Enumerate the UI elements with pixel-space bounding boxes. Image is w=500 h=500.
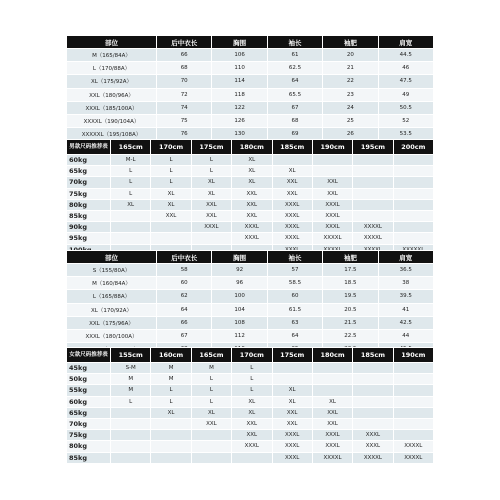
men-size-row-label: 85kg <box>67 210 111 221</box>
women-size-cell <box>272 363 312 374</box>
men-spec-header: 部位 <box>67 36 157 49</box>
men-size-cell <box>151 222 191 233</box>
men-size-cell: XXL <box>232 199 272 210</box>
women-spec-row <box>67 316 434 329</box>
women-size-cell: S-M <box>111 363 151 374</box>
women-size-cell: L <box>191 396 231 407</box>
women-size-cell <box>151 418 191 429</box>
men-size-row <box>67 222 434 233</box>
men-size-cell: XXXL <box>312 199 352 210</box>
women-size-height: 185cm <box>353 348 393 363</box>
men-size-row <box>67 166 434 177</box>
women-size-cell <box>191 430 231 441</box>
men-size-cell: XXL <box>191 199 231 210</box>
women-size-cell: XL <box>232 396 272 407</box>
women-size-cell: L <box>191 374 231 385</box>
men-size-cell <box>353 199 393 210</box>
men-size-cell: XL <box>151 188 191 199</box>
women-spec-header-row <box>67 251 434 264</box>
women-size-cell <box>393 418 433 429</box>
women-size-row-label: 85kg <box>67 452 111 463</box>
men-size-cell <box>312 155 352 166</box>
women-spec-row <box>67 290 434 303</box>
women-size-cell <box>111 452 151 463</box>
men-spec-cell: 74 <box>157 101 212 114</box>
women-spec-row <box>67 329 434 342</box>
men-spec-row <box>67 88 434 101</box>
women-size-height: 155cm <box>111 348 151 363</box>
women-size-row-label: 70kg <box>67 418 111 429</box>
women-spec-row-label: XL（170/92A） <box>67 303 157 316</box>
women-size-cell <box>393 407 433 418</box>
men-spec-cell: 49 <box>378 88 433 101</box>
men-size-row <box>67 188 434 199</box>
men-spec-cell: 76 <box>157 128 212 141</box>
women-size-row <box>67 385 434 396</box>
women-spec-cell: 19.5 <box>323 290 378 303</box>
women-spec-cell: 62 <box>157 290 212 303</box>
women-spec-cell: 64 <box>267 329 322 342</box>
men-size-cell: XXL <box>312 188 352 199</box>
women-size-cell <box>191 441 231 452</box>
men-spec-row <box>67 62 434 75</box>
women-size-cell: XXL <box>272 407 312 418</box>
women-size-cell: XXXL <box>312 441 352 452</box>
women-spec-header: 肩宽 <box>378 251 433 264</box>
men-size-row <box>67 199 434 210</box>
men-size-row-label: 90kg <box>67 222 111 233</box>
women-spec-row-label: S（155/80A） <box>67 264 157 277</box>
men-size-cell <box>353 155 393 166</box>
men-spec-cell: 62.5 <box>267 62 322 75</box>
women-size-height: 190cm <box>393 348 433 363</box>
women-size-cell: XL <box>232 407 272 418</box>
women-spec-cell: 39.5 <box>378 290 433 303</box>
men-spec-cell: 114 <box>212 75 267 88</box>
men-spec-cell: 130 <box>212 128 267 141</box>
women-spec-cell: 58.5 <box>267 277 322 290</box>
women-size-cell <box>393 385 433 396</box>
women-size-cell <box>393 363 433 374</box>
women-spec-cell: 60 <box>157 277 212 290</box>
men-size-row-label: 80kg <box>67 199 111 210</box>
women-size-row-label: 80kg <box>67 441 111 452</box>
men-spec-cell: 50.5 <box>378 101 433 114</box>
men-spec-row <box>67 49 434 62</box>
men-spec-cell: 67 <box>267 101 322 114</box>
women-size-height: 165cm <box>191 348 231 363</box>
men-spec-row-label: M（165/84A） <box>67 49 157 62</box>
women-spec-cell: 38 <box>378 277 433 290</box>
men-spec-row-label: XXXXL（190/104A） <box>67 114 157 127</box>
women-spec-cell: 36.5 <box>378 264 433 277</box>
men-spec-row-label: XXXL（185/100A） <box>67 101 157 114</box>
women-spec-row-label: M（160/84A） <box>67 277 157 290</box>
men-size-cell <box>272 155 312 166</box>
women-size-title: 女款尺码推荐表 <box>67 348 111 363</box>
men-size-cell: M-L <box>111 155 151 166</box>
women-spec-cell: 60 <box>267 290 322 303</box>
men-size-cell: XXL <box>232 210 272 221</box>
women-size-height: 175cm <box>272 348 312 363</box>
women-size-cell: L <box>191 385 231 396</box>
women-size-row-label: 45kg <box>67 363 111 374</box>
women-size-cell: XXXXL <box>353 452 393 463</box>
men-size-cell: XXXL <box>272 233 312 244</box>
women-size-height: 170cm <box>232 348 272 363</box>
men-spec-table <box>66 35 434 141</box>
women-size-cell <box>312 363 352 374</box>
women-size-cell: XXL <box>232 418 272 429</box>
women-size-height: 180cm <box>312 348 352 363</box>
women-spec-header: 袖长 <box>267 251 322 264</box>
women-size-cell <box>111 430 151 441</box>
women-size-cell: XL <box>272 396 312 407</box>
men-size-cell <box>393 177 433 188</box>
men-size-cell <box>393 188 433 199</box>
men-size-cell <box>393 210 433 221</box>
women-size-cell: L <box>232 363 272 374</box>
women-size-row-label: 50kg <box>67 374 111 385</box>
men-spec-row <box>67 75 434 88</box>
women-spec-cell: 96 <box>212 277 267 290</box>
men-size-cell: XXL <box>272 188 312 199</box>
men-size-cell: XXL <box>272 177 312 188</box>
men-size-cell: XXL <box>232 188 272 199</box>
women-size-cell <box>151 441 191 452</box>
women-spec-row-label: XXL（175/96A） <box>67 316 157 329</box>
men-size-row-label: 75kg <box>67 188 111 199</box>
men-spec-cell: 66 <box>157 49 212 62</box>
women-size-row-label: 60kg <box>67 396 111 407</box>
women-size-cell: L <box>232 374 272 385</box>
women-size-row <box>67 363 434 374</box>
men-spec-cell: 110 <box>212 62 267 75</box>
women-size-cell: M <box>151 363 191 374</box>
women-size-cell <box>353 363 393 374</box>
women-size-row <box>67 418 434 429</box>
women-spec-row-label: XXXL（180/100A） <box>67 329 157 342</box>
women-size-cell: XXXXL <box>393 452 433 463</box>
men-size-cell: XXXL <box>272 210 312 221</box>
men-size-cell <box>353 188 393 199</box>
men-spec-cell: 47.5 <box>378 75 433 88</box>
men-spec-cell: 52 <box>378 114 433 127</box>
women-spec-cell: 44 <box>378 329 433 342</box>
women-size-cell: XXXL <box>232 441 272 452</box>
men-size-cell: L <box>151 166 191 177</box>
men-size-cell: XXL <box>151 210 191 221</box>
men-size-cell: XXXL <box>191 222 231 233</box>
women-spec-row-label: L（165/88A） <box>67 290 157 303</box>
men-size-cell: XXL <box>191 210 231 221</box>
women-size-row <box>67 374 434 385</box>
men-spec-cell: 118 <box>212 88 267 101</box>
women-size-cell: XL <box>272 385 312 396</box>
men-spec-cell: 126 <box>212 114 267 127</box>
women-spec-cell: 22.5 <box>323 329 378 342</box>
men-size-cell: XXXL <box>312 222 352 233</box>
men-spec-cell: 22 <box>323 75 378 88</box>
men-size-cell: L <box>151 155 191 166</box>
men-spec-cell: 68 <box>157 62 212 75</box>
men-size-height: 200cm <box>393 140 433 155</box>
women-spec-cell: 61.5 <box>267 303 322 316</box>
women-spec-cell: 57 <box>267 264 322 277</box>
women-spec-cell: 66 <box>157 316 212 329</box>
men-size-cell <box>393 222 433 233</box>
men-size-cell: XXXXL <box>312 233 352 244</box>
men-spec-cell: 26 <box>323 128 378 141</box>
women-size-cell: XXL <box>232 430 272 441</box>
men-size-row-label: 70kg <box>67 177 111 188</box>
men-size-cell <box>111 233 151 244</box>
women-size-row <box>67 407 434 418</box>
men-size-height: 180cm <box>232 140 272 155</box>
women-size-cell: L <box>151 396 191 407</box>
men-spec-cell: 24 <box>323 101 378 114</box>
men-size-row-label: 95kg <box>67 233 111 244</box>
women-size-row <box>67 430 434 441</box>
women-spec-cell: 18.5 <box>323 277 378 290</box>
women-size-cell: M <box>111 374 151 385</box>
women-size-cell: M <box>111 385 151 396</box>
men-spec-cell: 53.5 <box>378 128 433 141</box>
men-spec-cell: 65.5 <box>267 88 322 101</box>
men-size-cell <box>393 166 433 177</box>
women-size-cell <box>111 441 151 452</box>
men-size-cell: XXXL <box>272 199 312 210</box>
women-size-cell <box>353 396 393 407</box>
women-spec-cell: 108 <box>212 316 267 329</box>
women-size-cell <box>232 452 272 463</box>
men-size-row <box>67 210 434 221</box>
men-size-cell: XXXL <box>312 210 352 221</box>
men-size-cell: XXXL <box>232 222 272 233</box>
women-spec-cell: 20.5 <box>323 303 378 316</box>
men-spec-row-label: XXXXXL（195/108A） <box>67 128 157 141</box>
men-spec-row <box>67 114 434 127</box>
men-size-cell: L <box>151 177 191 188</box>
women-size-cell: XXXL <box>272 430 312 441</box>
women-size-cell: L <box>232 385 272 396</box>
women-spec-row <box>67 277 434 290</box>
men-spec-cell: 69 <box>267 128 322 141</box>
women-size-header-row <box>67 348 434 363</box>
women-size-cell <box>191 452 231 463</box>
men-spec-row <box>67 101 434 114</box>
men-size-height: 170cm <box>151 140 191 155</box>
women-size-cell: XL <box>191 407 231 418</box>
men-size-title: 男款尺码推荐表 <box>67 140 111 155</box>
women-spec-cell: 67 <box>157 329 212 342</box>
men-size-height: 175cm <box>191 140 231 155</box>
women-spec-row <box>67 264 434 277</box>
men-size-cell <box>151 233 191 244</box>
men-size-cell: XXXL <box>232 233 272 244</box>
women-size-cell: XXL <box>312 407 352 418</box>
men-size-height: 190cm <box>312 140 352 155</box>
men-spec-cell: 44.5 <box>378 49 433 62</box>
men-spec-cell: 25 <box>323 114 378 127</box>
women-size-cell: XXXXL <box>312 452 352 463</box>
women-size-cell: M <box>151 374 191 385</box>
women-size-cell <box>353 407 393 418</box>
men-size-cell <box>111 222 151 233</box>
women-size-cell <box>151 452 191 463</box>
women-size-cell <box>393 430 433 441</box>
men-spec-header: 后中衣长 <box>157 36 212 49</box>
women-size-row <box>67 441 434 452</box>
women-size-cell: XXXL <box>272 452 312 463</box>
men-size-cell <box>393 199 433 210</box>
men-spec-row-label: XL（175/92A） <box>67 75 157 88</box>
women-spec-cell: 41 <box>378 303 433 316</box>
men-size-cell <box>312 166 352 177</box>
women-size-cell <box>393 396 433 407</box>
women-spec-table <box>66 250 434 356</box>
women-spec-cell: 104 <box>212 303 267 316</box>
women-size-cell <box>111 418 151 429</box>
men-size-height: 195cm <box>353 140 393 155</box>
women-size-cell: XXXL <box>353 430 393 441</box>
women-size-cell <box>151 430 191 441</box>
men-size-cell: L <box>111 188 151 199</box>
women-size-height: 160cm <box>151 348 191 363</box>
men-size-cell: XL <box>191 177 231 188</box>
men-spec-cell: 106 <box>212 49 267 62</box>
men-size-cell: XL <box>232 177 272 188</box>
men-size-cell: XL <box>111 199 151 210</box>
women-size-cell: XXXL <box>272 441 312 452</box>
women-spec-header: 袖肥 <box>323 251 378 264</box>
men-spec-cell: 23 <box>323 88 378 101</box>
men-spec-row-label: XXL（180/96A） <box>67 88 157 101</box>
women-size-cell: XL <box>312 396 352 407</box>
men-spec-cell: 72 <box>157 88 212 101</box>
men-spec-header: 胸围 <box>212 36 267 49</box>
women-size-cell <box>312 374 352 385</box>
women-spec-cell: 92 <box>212 264 267 277</box>
men-size-cell <box>393 233 433 244</box>
women-spec-cell: 112 <box>212 329 267 342</box>
men-size-row <box>67 155 434 166</box>
women-size-cell <box>111 407 151 418</box>
men-size-cell: L <box>191 155 231 166</box>
men-size-cell: XXXXL <box>353 233 393 244</box>
men-size-row <box>67 233 434 244</box>
women-spec-cell: 42.5 <box>378 316 433 329</box>
women-size-cell: XXL <box>272 418 312 429</box>
men-size-cell: XL <box>151 199 191 210</box>
women-size-cell: L <box>151 385 191 396</box>
men-size-cell: XXXXL <box>353 222 393 233</box>
women-size-cell: XXL <box>191 418 231 429</box>
women-spec-cell: 58 <box>157 264 212 277</box>
men-spec-header: 肩宽 <box>378 36 433 49</box>
women-spec-cell: 100 <box>212 290 267 303</box>
men-spec-row-label: L（170/88A） <box>67 62 157 75</box>
men-size-table <box>66 139 434 256</box>
men-size-height: 165cm <box>111 140 151 155</box>
women-size-cell <box>353 385 393 396</box>
men-size-cell: XL <box>232 155 272 166</box>
women-size-cell <box>353 374 393 385</box>
men-spec-cell: 21 <box>323 62 378 75</box>
women-size-cell: XXL <box>312 418 352 429</box>
men-size-cell: XL <box>272 166 312 177</box>
men-size-cell <box>191 233 231 244</box>
women-size-row <box>67 452 434 463</box>
women-spec-row <box>67 303 434 316</box>
women-size-cell <box>312 385 352 396</box>
men-spec-cell: 70 <box>157 75 212 88</box>
men-size-height: 185cm <box>272 140 312 155</box>
women-size-cell: XXXL <box>312 430 352 441</box>
men-size-cell: L <box>111 166 151 177</box>
men-spec-header: 袖肥 <box>323 36 378 49</box>
women-spec-cell: 21.5 <box>323 316 378 329</box>
men-size-row <box>67 177 434 188</box>
women-size-cell <box>353 418 393 429</box>
men-size-cell <box>353 210 393 221</box>
men-spec-cell: 20 <box>323 49 378 62</box>
men-size-cell: L <box>111 177 151 188</box>
women-size-row-label: 75kg <box>67 430 111 441</box>
women-size-cell: XL <box>151 407 191 418</box>
men-spec-cell: 68 <box>267 114 322 127</box>
women-size-cell <box>393 374 433 385</box>
women-spec-cell: 63 <box>267 316 322 329</box>
women-size-row <box>67 396 434 407</box>
men-size-row-label: 65kg <box>67 166 111 177</box>
men-size-cell: XXL <box>312 177 352 188</box>
women-size-row-label: 65kg <box>67 407 111 418</box>
men-spec-cell: 46 <box>378 62 433 75</box>
women-spec-header: 部位 <box>67 251 157 264</box>
women-spec-header: 后中衣长 <box>157 251 212 264</box>
men-size-cell <box>393 155 433 166</box>
women-spec-cell: 64 <box>157 303 212 316</box>
women-size-cell: XXXXL <box>393 441 433 452</box>
women-size-cell: XXXL <box>353 441 393 452</box>
women-size-cell <box>272 374 312 385</box>
men-size-header-row <box>67 140 434 155</box>
women-size-cell: L <box>111 396 151 407</box>
men-spec-cell: 64 <box>267 75 322 88</box>
women-size-cell: M <box>191 363 231 374</box>
men-size-cell <box>111 210 151 221</box>
men-spec-cell: 75 <box>157 114 212 127</box>
men-size-cell: XL <box>191 188 231 199</box>
men-size-cell <box>353 166 393 177</box>
men-size-cell: XXXL <box>272 222 312 233</box>
men-spec-cell: 61 <box>267 49 322 62</box>
men-spec-cell: 122 <box>212 101 267 114</box>
men-size-cell: L <box>191 166 231 177</box>
men-spec-header-row <box>67 36 434 49</box>
men-spec-header: 袖长 <box>267 36 322 49</box>
women-size-row-label: 55kg <box>67 385 111 396</box>
men-size-cell: XL <box>232 166 272 177</box>
men-size-cell <box>353 177 393 188</box>
women-spec-cell: 17.5 <box>323 264 378 277</box>
men-size-row-label: 60kg <box>67 155 111 166</box>
women-spec-header: 胸围 <box>212 251 267 264</box>
women-size-table <box>66 347 434 464</box>
